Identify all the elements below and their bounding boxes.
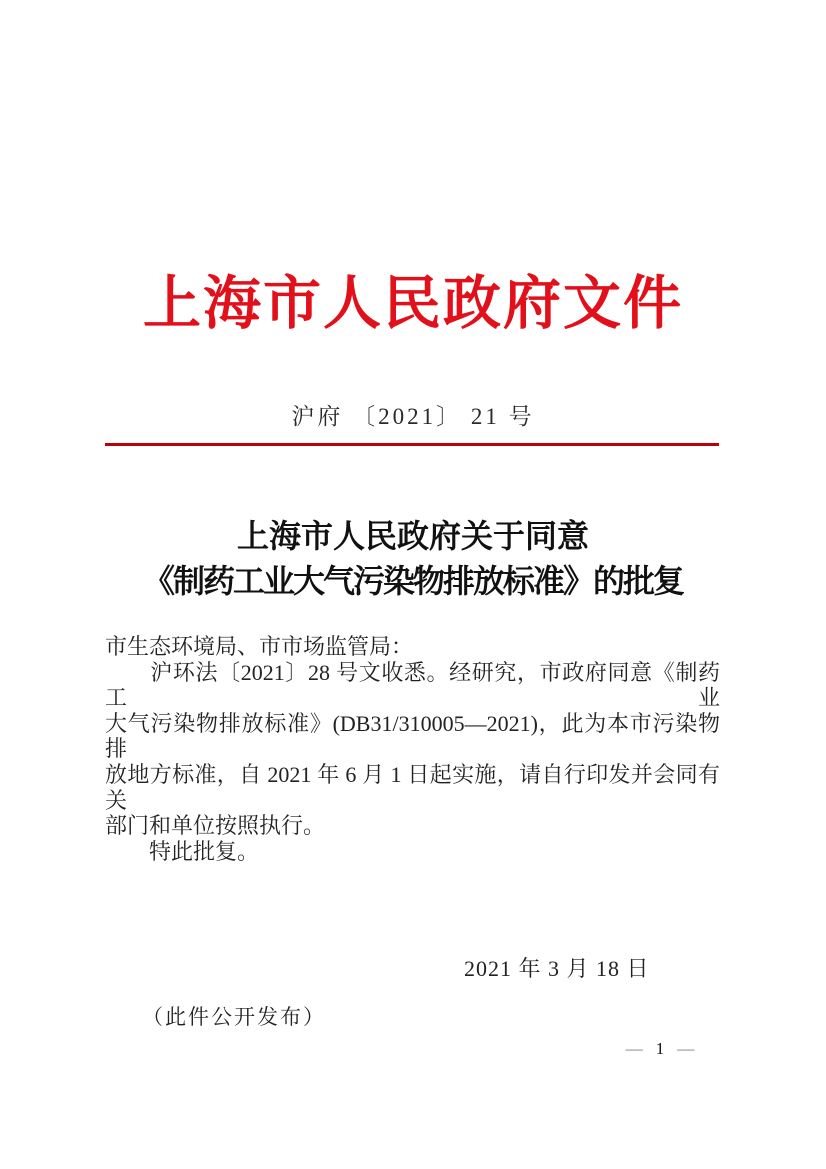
document-title-line2: 《制药工业大气污染物排放标准》的批复 [142,563,683,599]
signoff-date: 2021 年 3 月 18 日 [464,956,650,981]
body-text-line: 放地方标准，自 2021 年 6 月 1 日起实施，请自行印发并会同有关 [105,761,720,813]
page-number [602,1038,718,1060]
body-text-line: 大气污染物排放标准》(DB31/310005—2021)，此为本市污染物排 [105,710,720,762]
document-body [105,634,720,864]
document-number: 沪府 〔2021〕 21 号 [291,404,535,429]
red-divider-rule [105,443,719,446]
body-salutation: 市生态环境局、市市场监管局： [105,634,414,659]
body-text-line: 沪环法〔2021〕28 号文收悉。经研究，市政府同意《制药工业 [105,659,720,711]
public-release-note: （此件公开发布） [142,1005,326,1029]
page-number-right-dash: — [677,1039,695,1058]
document-title-line1: 上海市人民政府关于同意 [236,518,589,554]
body-closing-line: 特此批复。 [105,838,260,864]
government-letterhead-title: 上海市人民政府文件 [142,271,683,336]
page-number-left-dash: — [625,1039,643,1058]
page-number-value: 1 [655,1039,665,1058]
body-text-line: 部门和单位按照执行。 [105,813,326,839]
